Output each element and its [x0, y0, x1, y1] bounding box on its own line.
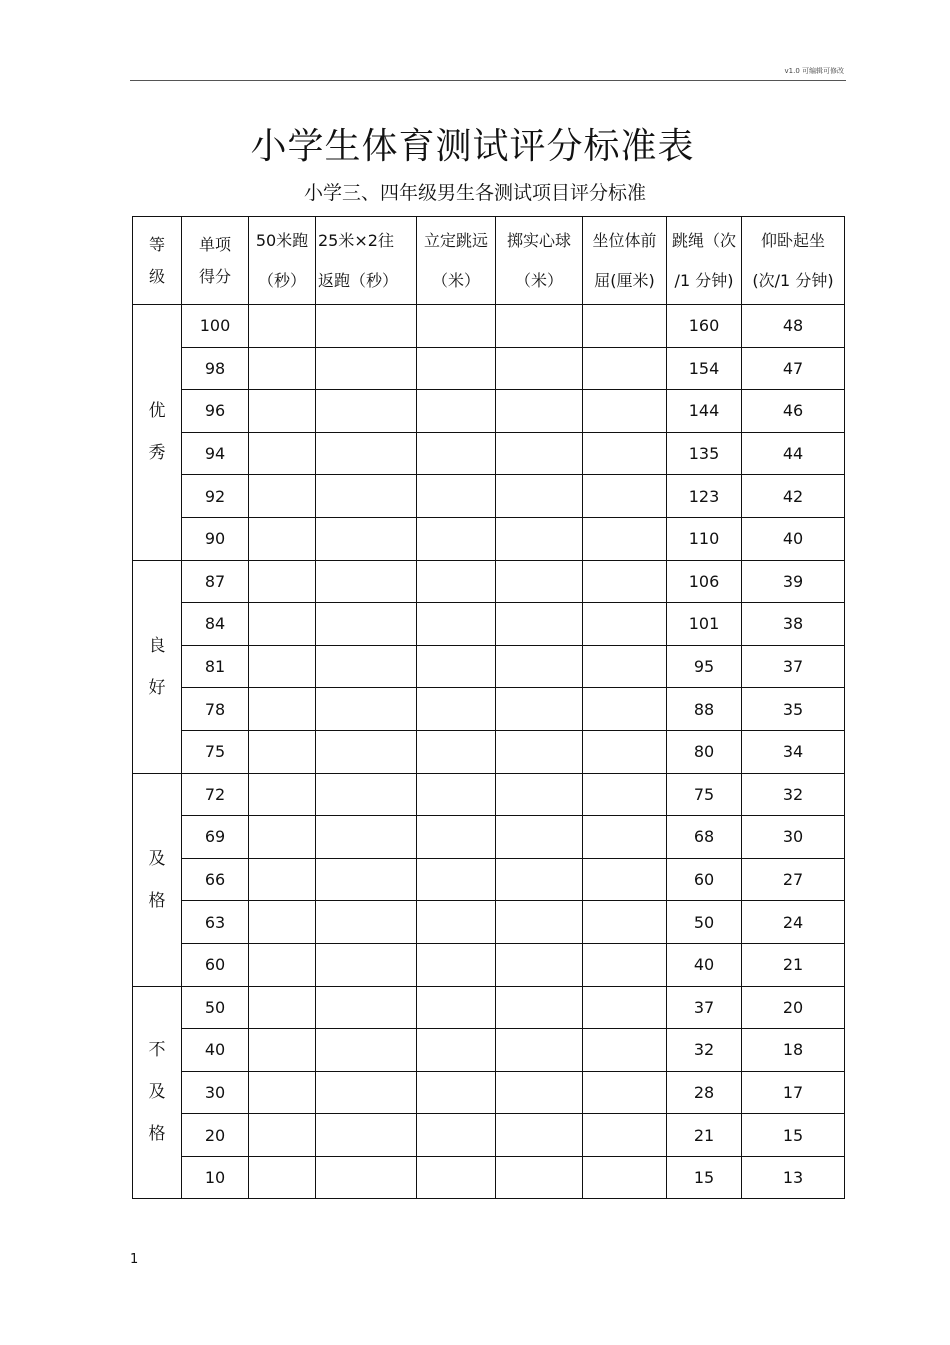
empty-cell — [249, 432, 316, 475]
empty-cell — [583, 1114, 667, 1157]
empty-cell — [496, 603, 583, 646]
empty-cell — [496, 305, 583, 348]
empty-cell — [316, 730, 417, 773]
empty-cell — [316, 773, 417, 816]
empty-cell — [417, 1071, 496, 1114]
header-score — [182, 217, 249, 305]
rope-cell: 15 — [667, 1156, 742, 1199]
score-cell: 94 — [182, 432, 249, 475]
situp-cell: 32 — [742, 773, 845, 816]
empty-cell — [496, 1071, 583, 1114]
header-version-note: v1.0 可编辑可修改 — [784, 67, 844, 75]
table-row — [133, 943, 845, 986]
score-cell: 96 — [182, 390, 249, 433]
empty-cell — [316, 1071, 417, 1114]
situp-cell: 37 — [742, 645, 845, 688]
empty-cell — [417, 603, 496, 646]
empty-cell — [249, 645, 316, 688]
table-row — [133, 432, 845, 475]
table-body — [133, 305, 845, 1199]
empty-cell — [496, 1114, 583, 1157]
empty-cell — [583, 1156, 667, 1199]
empty-cell — [249, 1071, 316, 1114]
empty-cell — [417, 432, 496, 475]
rope-cell: 80 — [667, 730, 742, 773]
rope-cell: 32 — [667, 1029, 742, 1072]
situp-cell: 13 — [742, 1156, 845, 1199]
empty-cell — [496, 688, 583, 731]
table-row — [133, 1114, 845, 1157]
rope-cell: 123 — [667, 475, 742, 518]
rope-cell: 75 — [667, 773, 742, 816]
empty-cell — [496, 816, 583, 859]
empty-cell — [249, 773, 316, 816]
empty-cell — [583, 305, 667, 348]
empty-cell — [316, 1029, 417, 1072]
grade-cell-good — [133, 560, 182, 773]
table-header — [133, 217, 845, 305]
table-row — [133, 1071, 845, 1114]
score-cell: 90 — [182, 517, 249, 560]
empty-cell — [249, 1156, 316, 1199]
table-row — [133, 603, 845, 646]
empty-cell — [417, 688, 496, 731]
grade-char: 格 — [148, 890, 166, 911]
score-cell: 81 — [182, 645, 249, 688]
table-row — [133, 773, 845, 816]
situp-cell: 42 — [742, 475, 845, 518]
header-medicine-ball — [496, 217, 583, 305]
empty-cell — [316, 390, 417, 433]
rope-cell: 50 — [667, 901, 742, 944]
grade-char: 秀 — [148, 443, 166, 464]
table-row — [133, 645, 845, 688]
empty-cell — [417, 1114, 496, 1157]
score-cell: 50 — [182, 986, 249, 1029]
score-cell: 20 — [182, 1114, 249, 1157]
empty-cell — [316, 943, 417, 986]
empty-cell — [316, 858, 417, 901]
situp-cell: 47 — [742, 347, 845, 390]
score-cell: 92 — [182, 475, 249, 518]
empty-cell — [583, 773, 667, 816]
grade-cell-excellent — [133, 305, 182, 561]
rope-cell: 37 — [667, 986, 742, 1029]
empty-cell — [249, 986, 316, 1029]
document-subtitle: 小学三、四年级男生各测试项目评分标准 — [303, 182, 646, 204]
score-cell: 84 — [182, 603, 249, 646]
empty-cell — [583, 858, 667, 901]
empty-cell — [316, 517, 417, 560]
header-50m-run-line2: （秒） — [257, 270, 306, 290]
empty-cell — [583, 901, 667, 944]
situp-cell: 17 — [742, 1071, 845, 1114]
empty-cell — [316, 603, 417, 646]
score-cell: 98 — [182, 347, 249, 390]
score-cell: 60 — [182, 943, 249, 986]
header-grade — [133, 217, 182, 305]
empty-cell — [496, 432, 583, 475]
situp-cell: 38 — [742, 603, 845, 646]
empty-cell — [496, 901, 583, 944]
empty-cell — [417, 816, 496, 859]
empty-cell — [249, 560, 316, 603]
empty-cell — [249, 943, 316, 986]
empty-cell — [316, 901, 417, 944]
rope-cell: 154 — [667, 347, 742, 390]
empty-cell — [496, 347, 583, 390]
grade-char: 及 — [148, 1082, 166, 1103]
empty-cell — [417, 773, 496, 816]
empty-cell — [583, 688, 667, 731]
header-sit-and-reach-line1: 坐位体前 — [592, 230, 657, 250]
rope-cell: 106 — [667, 560, 742, 603]
table-row — [133, 816, 845, 859]
empty-cell — [249, 688, 316, 731]
situp-cell: 34 — [742, 730, 845, 773]
empty-cell — [417, 390, 496, 433]
score-cell: 30 — [182, 1071, 249, 1114]
score-cell: 69 — [182, 816, 249, 859]
score-cell: 72 — [182, 773, 249, 816]
score-cell: 100 — [182, 305, 249, 348]
empty-cell — [249, 730, 316, 773]
empty-cell — [583, 1029, 667, 1072]
score-cell: 75 — [182, 730, 249, 773]
empty-cell — [249, 517, 316, 560]
situp-cell: 40 — [742, 517, 845, 560]
header-grade-line1: 等 — [148, 234, 165, 254]
table-row — [133, 730, 845, 773]
table-row — [133, 688, 845, 731]
empty-cell — [417, 560, 496, 603]
empty-cell — [316, 986, 417, 1029]
empty-cell — [316, 816, 417, 859]
header-shuttle-run-line1: 25米×2往 — [318, 230, 394, 250]
empty-cell — [417, 645, 496, 688]
empty-cell — [583, 986, 667, 1029]
header-standing-jump-line1: 立定跳远 — [423, 230, 488, 250]
header-sit-and-reach — [583, 217, 667, 305]
rope-cell: 88 — [667, 688, 742, 731]
empty-cell — [583, 475, 667, 518]
rope-cell: 95 — [667, 645, 742, 688]
empty-cell — [496, 1029, 583, 1072]
rope-cell: 60 — [667, 858, 742, 901]
rope-cell: 40 — [667, 943, 742, 986]
table-row — [133, 858, 845, 901]
header-sit-and-reach-line2: 屈(厘米) — [594, 270, 655, 290]
table-row — [133, 1029, 845, 1072]
rope-cell: 110 — [667, 517, 742, 560]
empty-cell — [249, 305, 316, 348]
rope-cell: 135 — [667, 432, 742, 475]
empty-cell — [417, 730, 496, 773]
empty-cell — [496, 517, 583, 560]
score-cell: 40 — [182, 1029, 249, 1072]
table-row — [133, 1156, 845, 1199]
situp-cell: 15 — [742, 1114, 845, 1157]
rope-cell: 101 — [667, 603, 742, 646]
rope-cell: 160 — [667, 305, 742, 348]
header-rope-skipping — [667, 217, 742, 305]
empty-cell — [316, 560, 417, 603]
empty-cell — [316, 347, 417, 390]
header-sit-ups — [742, 217, 845, 305]
table-row — [133, 986, 845, 1029]
empty-cell — [316, 645, 417, 688]
situp-cell: 27 — [742, 858, 845, 901]
table-row — [133, 517, 845, 560]
situp-cell: 46 — [742, 390, 845, 433]
score-cell: 87 — [182, 560, 249, 603]
empty-cell — [583, 432, 667, 475]
empty-cell — [249, 347, 316, 390]
grade-char: 好 — [148, 677, 166, 698]
empty-cell — [417, 1029, 496, 1072]
score-cell: 78 — [182, 688, 249, 731]
header-grade-line2: 级 — [148, 266, 165, 286]
empty-cell — [496, 475, 583, 518]
document-title: 小学生体育测试评分标准表 — [250, 126, 695, 167]
header-sit-ups-line1: 仰卧起坐 — [760, 230, 825, 250]
situp-cell: 18 — [742, 1029, 845, 1072]
empty-cell — [316, 475, 417, 518]
empty-cell — [583, 816, 667, 859]
rope-cell: 28 — [667, 1071, 742, 1114]
empty-cell — [316, 1114, 417, 1157]
scoring-table — [132, 216, 845, 1199]
empty-cell — [583, 730, 667, 773]
header-50m-run — [249, 217, 316, 305]
empty-cell — [417, 305, 496, 348]
situp-cell: 35 — [742, 688, 845, 731]
empty-cell — [583, 645, 667, 688]
situp-cell: 44 — [742, 432, 845, 475]
empty-cell — [249, 901, 316, 944]
empty-cell — [583, 517, 667, 560]
header-medicine-ball-line2: （米） — [514, 270, 563, 290]
empty-cell — [496, 858, 583, 901]
empty-cell — [249, 1029, 316, 1072]
empty-cell — [583, 1071, 667, 1114]
header-50m-run-line1: 50米跑 — [255, 230, 309, 250]
table-row — [133, 305, 845, 348]
empty-cell — [583, 603, 667, 646]
header-divider — [130, 80, 846, 81]
table-row — [133, 560, 845, 603]
header-rope-skipping-line1: 跳绳（次 — [671, 230, 736, 250]
situp-cell: 30 — [742, 816, 845, 859]
rope-cell: 21 — [667, 1114, 742, 1157]
header-standing-jump — [417, 217, 496, 305]
grade-char: 良 — [148, 635, 166, 656]
rope-cell: 68 — [667, 816, 742, 859]
empty-cell — [583, 390, 667, 433]
header-sit-ups-line2: (次/1 分钟) — [752, 270, 834, 290]
score-cell: 66 — [182, 858, 249, 901]
grade-cell-pass — [133, 773, 182, 986]
situp-cell: 21 — [742, 943, 845, 986]
grade-char: 格 — [148, 1124, 166, 1145]
table-row — [133, 475, 845, 518]
empty-cell — [583, 560, 667, 603]
empty-cell — [496, 560, 583, 603]
rope-cell: 144 — [667, 390, 742, 433]
empty-cell — [496, 773, 583, 816]
grade-cell-fail — [133, 986, 182, 1199]
header-rope-skipping-line2: /1 分钟) — [674, 270, 734, 290]
empty-cell — [417, 943, 496, 986]
empty-cell — [417, 517, 496, 560]
empty-cell — [417, 1156, 496, 1199]
empty-cell — [316, 305, 417, 348]
table-row — [133, 347, 845, 390]
header-shuttle-run-line2: 返跑（秒） — [318, 270, 399, 290]
situp-cell: 39 — [742, 560, 845, 603]
empty-cell — [417, 986, 496, 1029]
empty-cell — [316, 432, 417, 475]
empty-cell — [249, 475, 316, 518]
situp-cell: 48 — [742, 305, 845, 348]
score-cell: 10 — [182, 1156, 249, 1199]
empty-cell — [249, 816, 316, 859]
empty-cell — [316, 1156, 417, 1199]
grade-char: 优 — [148, 401, 166, 422]
empty-cell — [496, 390, 583, 433]
grade-char: 不 — [148, 1040, 166, 1061]
empty-cell — [583, 347, 667, 390]
situp-cell: 20 — [742, 986, 845, 1029]
situp-cell: 24 — [742, 901, 845, 944]
empty-cell — [496, 645, 583, 688]
empty-cell — [249, 390, 316, 433]
empty-cell — [417, 475, 496, 518]
empty-cell — [249, 858, 316, 901]
empty-cell — [583, 943, 667, 986]
empty-cell — [496, 943, 583, 986]
table-row — [133, 390, 845, 433]
empty-cell — [316, 688, 417, 731]
empty-cell — [496, 1156, 583, 1199]
empty-cell — [417, 858, 496, 901]
empty-cell — [249, 603, 316, 646]
header-standing-jump-line2: （米） — [431, 270, 480, 290]
grade-char: 及 — [148, 848, 166, 869]
page-number: 1 — [130, 1252, 139, 1267]
table-row — [133, 901, 845, 944]
empty-cell — [417, 347, 496, 390]
empty-cell — [496, 730, 583, 773]
empty-cell — [496, 986, 583, 1029]
header-score-line1: 单项 — [198, 234, 231, 254]
empty-cell — [249, 1114, 316, 1157]
header-medicine-ball-line1: 掷实心球 — [506, 230, 571, 250]
header-shuttle-run — [316, 217, 417, 305]
score-cell: 63 — [182, 901, 249, 944]
header-score-line2: 得分 — [198, 266, 231, 286]
empty-cell — [417, 901, 496, 944]
